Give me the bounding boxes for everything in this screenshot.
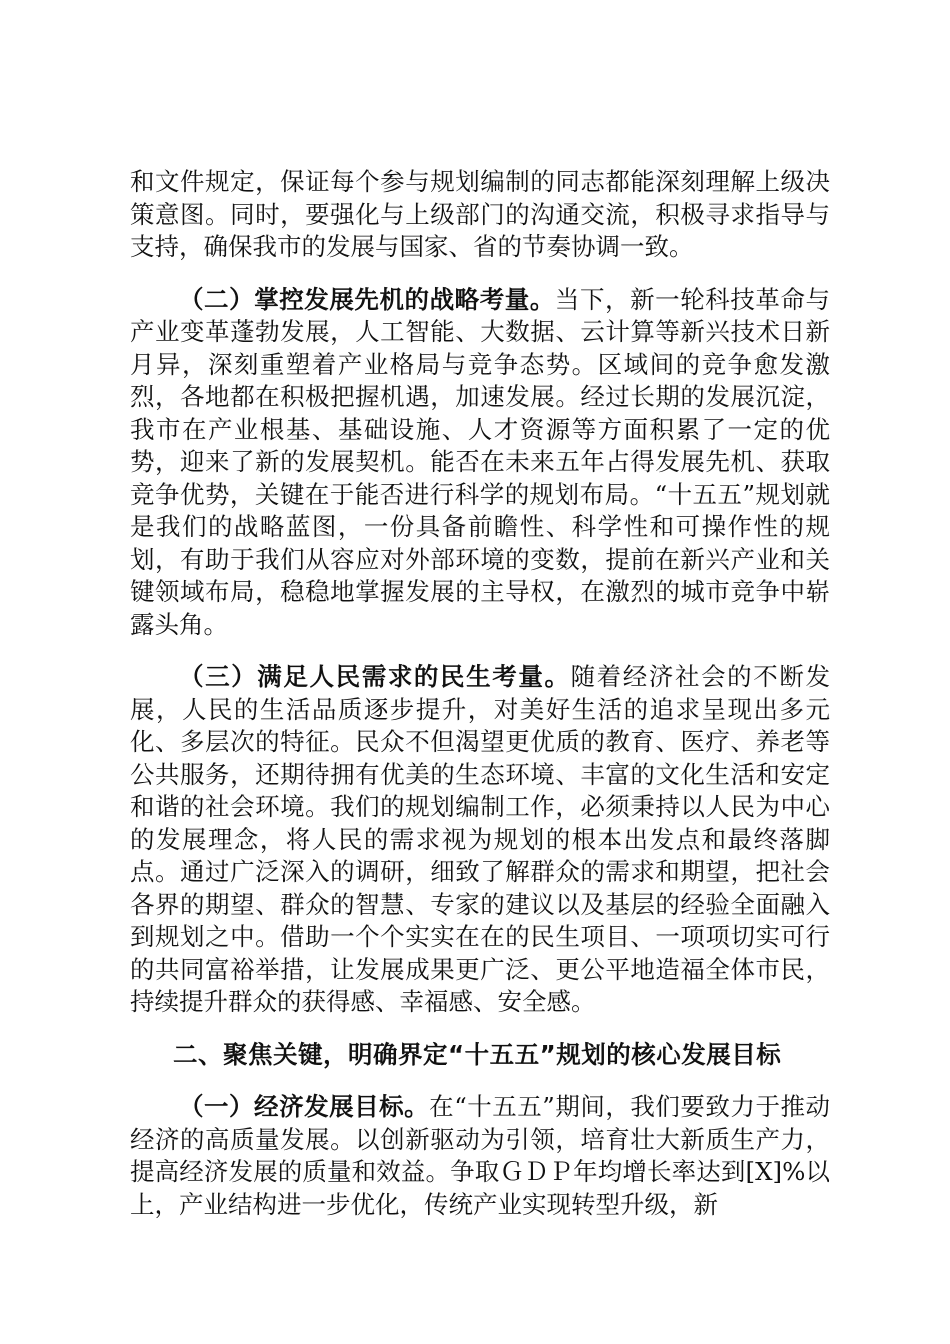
- paragraph-lead-bold: （三）满足人民需求的民生考量。: [179, 662, 571, 691]
- paragraph-body: 随着经济社会的不断发展，人民的生活品质逐步提升，对美好生活的追求呈现出多元化、多层次的特征。民众不但渴望更优质的教育、医疗、养老等公共服务，还期待拥有优美的生态环境、丰富的文化生活和安定和谐的社会环境。我们的规划编制工作，必须秉持以人民为中心的发展理念，将人民的需求视为规划的根本出发点和最终落脚点。通过广泛深入的调研，细致了解群众的需求和期望，把社会各界的期望、群众的智慧、专家的建议以及基层的经验全面融入到规划之中。借助一个个实实在在的民生项目、一项项切实可行的共同富裕举措，让发展成果更广泛、更公平地造福全体市民，持续提升群众的获得感、幸福感、安全感。: [130, 662, 830, 1016]
- paragraph-lead-bold: （一）经济发展目标。: [179, 1092, 430, 1121]
- paragraph-body: 在“十五五”期间，我们要致力于推动经济的高质量发展。以创新驱动为引领，培育壮大新质生产力，提高经济发展的质量和效益。争取ＧＤＰ年均增长率达到[X]%以上，产业结构进一步优化，传统产业实现转型升级，新: [130, 1092, 830, 1219]
- paragraph-economic-goal: [130, 1091, 830, 1221]
- paragraph-continuation: 和文件规定，保证每个参与规划编制的同志都能深刻理解上级决策意图。同时，要强化与上级部门的沟通交流，积极寻求指导与支持，确保我市的发展与国家、省的节奏协调一致。: [130, 167, 830, 261]
- paragraph-lead-bold: （二）掌控发展先机的战略考量。: [179, 284, 555, 314]
- document-page: [130, 166, 830, 1221]
- section-heading: 二、聚焦关键，明确界定“十五五”规划的核心发展目标: [173, 1039, 782, 1069]
- paragraph-livelihood-consideration: [130, 661, 830, 1019]
- paragraph-body: 当下，新一轮科技革命与产业变革蓬勃发展，人工智能、大数据、云计算等新兴技术日新月异，深刻重塑着产业格局与竞争态势。区域间的竞争愈发激烈，各地都在积极把握机遇，加速发展。经过长期的发展沉淀，我市在产业根基、基础设施、人才资源等方面积累了一定的优势，迎来了新的发展契机。能否在未来五年占得发展先机、获取竞争优势，关键在于能否进行科学的规划布局。“十五五”规划就是我们的战略蓝图，一份具备前瞻性、科学性和可操作性的规划，有助于我们从容应对外部环境的变数，提前在新兴产业和关键领域布局，稳稳地掌握发展的主导权，在激烈的城市竞争中崭露头角。: [130, 284, 831, 639]
- paragraph-strategic-consideration: [130, 284, 830, 642]
